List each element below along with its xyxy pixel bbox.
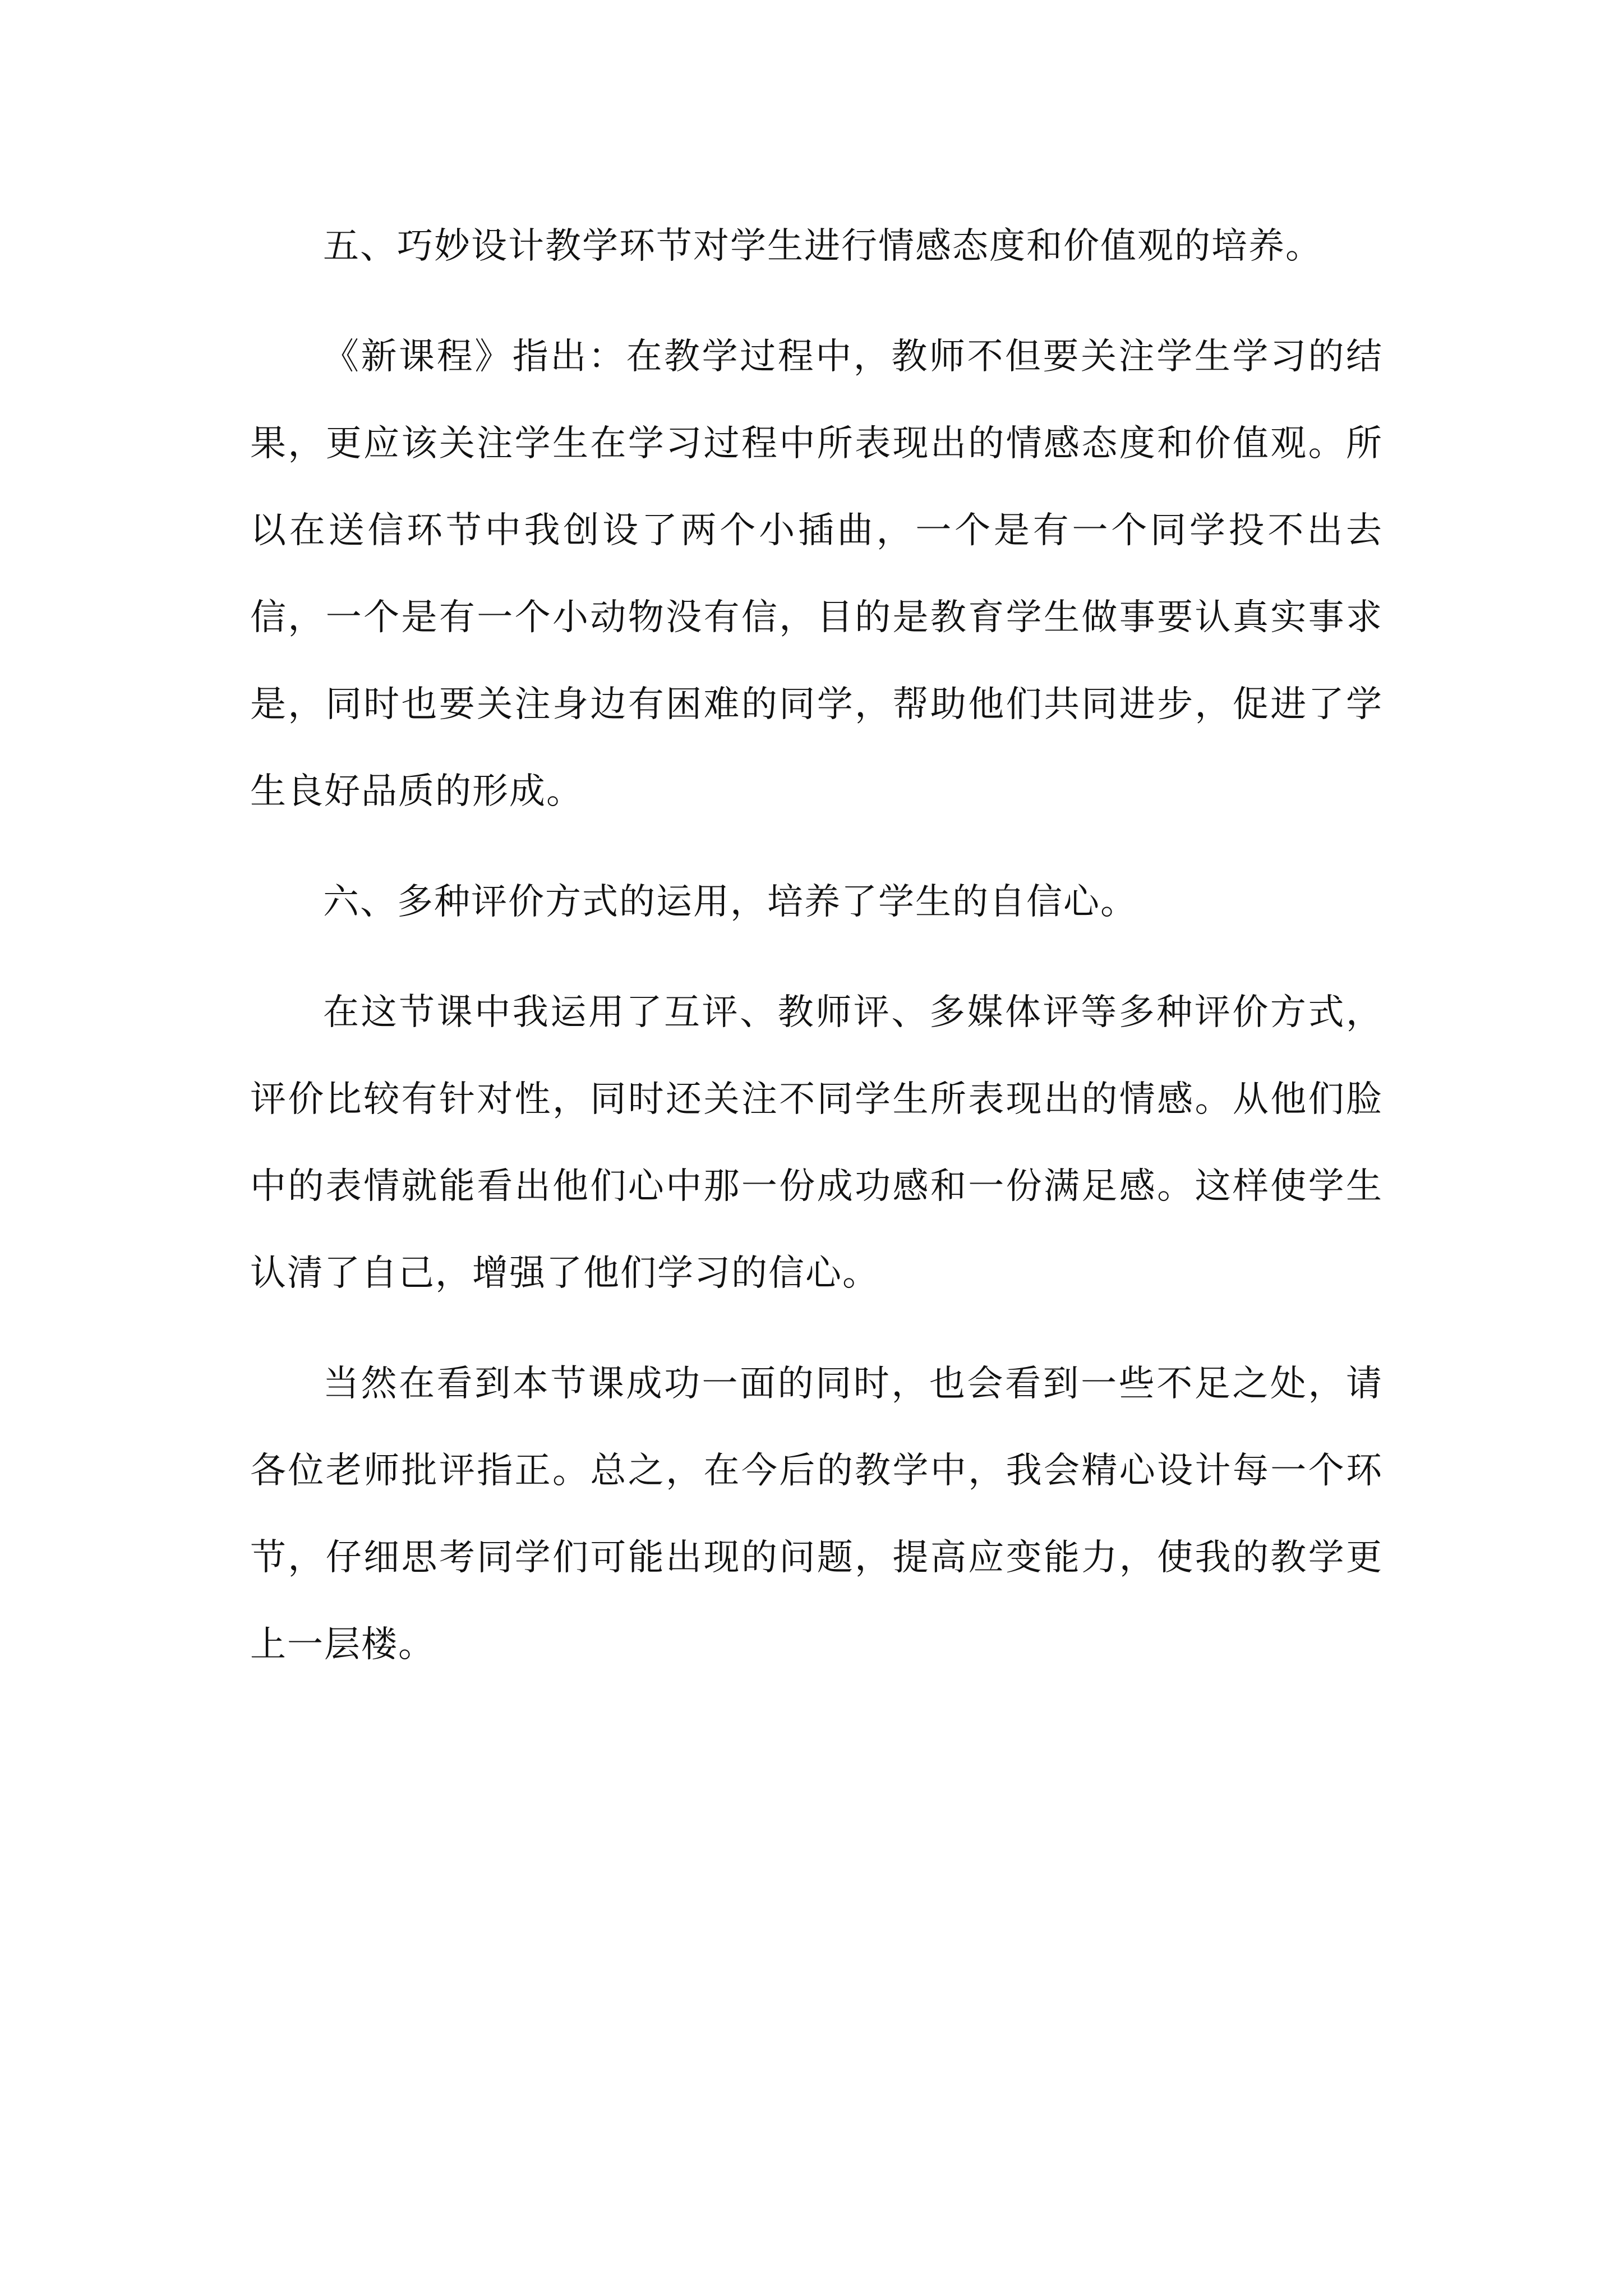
paragraph-conclusion: 当然在看到本节课成功一面的同时，也会看到一些不足之处，请各位老师批评指正。总之，在今后的教学中，我会精心设计每一个环节，仔细思考同学们可能出现的问题，提高应变能力，使我的教学更上一层楼。: [250, 1363, 1383, 1665]
document-body: [250, 203, 1383, 1688]
section-heading-five: 五、巧妙设计教学环节对学生进行情感态度和价值观的培养。: [323, 226, 1322, 267]
section-heading-six: 六、多种评价方式的运用，培养了学生的自信心。: [323, 881, 1137, 923]
paragraph-evaluation-methods: 在这节课中我运用了互评、教师评、多媒体评等多种评价方式，评价比较有针对性，同时还关注不同学生所表现出的情感。从他们脸中的表情就能看出他们心中那一份成功感和一份满足感。这样使学生认清了自己，增强了他们学习的信心。: [250, 992, 1383, 1294]
paragraph-new-curriculum: 《新课程》指出：在教学过程中，教师不但要关注学生学习的结果，更应该关注学生在学习过程中所表现出的情感态度和价值观。所以在送信环节中我创设了两个小插曲，一个是有一个同学投不出去信，一个是有一个小动物没有信，目的是教育学生做事要认真实事求是，同时也要关注身边有困难的同学，帮助他们共同进步，促进了学生良好品质的形成。: [250, 336, 1383, 812]
